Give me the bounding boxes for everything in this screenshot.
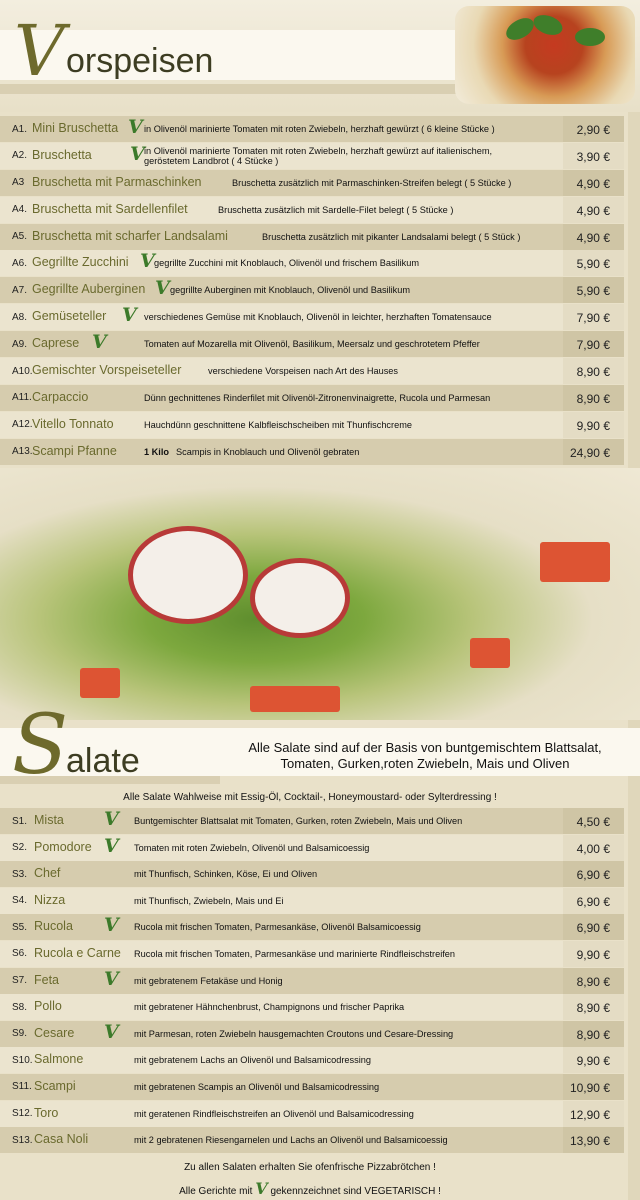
vorspeise-row [0,143,640,169]
salat-row [0,994,640,1020]
item-name: Bruschetta mit Sardellenfilet [32,201,188,216]
item-price: 6,90 € [576,868,610,883]
item-price: 13,90 € [569,1134,610,1149]
salat-row [0,1074,640,1100]
item-price: 8,90 € [576,974,610,989]
item-name: Pollo [34,999,62,1014]
item-name: Casa Noli [34,1132,89,1147]
item-price: 9,90 € [576,418,610,433]
item-code: A3 [12,177,25,189]
salat-row [0,808,640,834]
item-description: geröstetem Landbrot ( 4 Stücke ) [144,155,279,166]
vegetarian-mark-icon: V [155,277,170,300]
item-name: Toro [34,1105,59,1120]
item-code: A6. [12,257,28,269]
salat-row [0,914,640,940]
salad-photo [0,468,640,720]
item-price: 2,90 € [576,123,610,137]
salat-row [0,1101,640,1127]
item-description: verschiedenes Gemüse mit Knoblauch, Olivenöl in leichter, herzhaften Tomatensauce [144,312,492,323]
tomato-piece [470,638,510,668]
item-name: Mista [34,813,64,827]
item-price: 5,90 € [576,284,610,299]
salat-row [0,1127,640,1153]
item-description: Dünn gechnittenes Rinderfilet mit Olivenöl-Zitronenvinaigrette, Rucola und Parmesan [144,392,491,403]
item-code: S6. [12,948,28,960]
item-price: 4,90 € [576,176,610,191]
vegetarian-mark-icon: V [130,142,145,165]
item-description: mit geratenen Rindfleischstreifen an Olivenöl und Balsamicodressing [134,1108,414,1119]
item-description: verschiedene Vorspeisen nach Art des Hauses [208,366,398,377]
vegetarian-mark-icon: V [255,1179,268,1198]
item-description: Rucola mit frischen Tomaten, Parmesankäse und marinierte Rindfleischstreifen [134,948,456,959]
item-price: 24,90 € [569,445,610,460]
header-underline [0,84,460,94]
item-description-bold: 1 Kilo [144,446,170,457]
item-name: Pomodore [34,839,92,854]
item-price: 5,90 € [576,257,610,272]
salat-row [0,1047,640,1073]
item-price: 6,90 € [576,921,610,936]
item-name: Gegrillte Auberginen [32,282,146,297]
item-name: Vitello Tonnato [32,416,114,431]
item-code: A8. [12,311,28,323]
vegetarian-mark-icon: V [128,116,143,138]
item-name: Gegrillte Zucchini [32,255,129,270]
radish-slice [128,526,248,624]
footer-pizzabroetchen: Zu allen Salaten erhalten Sie ofenfrische Pizzabrötchen ! [184,1162,436,1173]
item-price: 10,90 € [569,1080,610,1095]
item-description: Bruschetta zusätzlich mit Parmaschinken-Streifen belegt ( 5 Stücke ) [232,177,512,188]
item-code: A9. [12,338,28,350]
item-code: S3. [12,868,28,880]
footer-vegetarisch-pre: Alle Gerichte mit [179,1186,253,1197]
item-name: Gemischter Vorspeiseteller [32,363,182,378]
item-name: Salmone [34,1052,84,1067]
vorspeisen-title-initial: V [14,10,65,92]
item-code: S7. [12,975,28,987]
vegetarian-mark-icon: V [104,808,119,830]
item-description: mit gebratenem Fetakäse und Honig [134,975,283,986]
item-price: 9,90 € [576,1054,610,1069]
item-description: Rucola mit frischen Tomaten, Parmesankäse, Olivenöl Balsamicoessig [134,922,421,933]
vorspeise-row [0,439,640,465]
item-code: A7. [12,284,28,296]
item-code: S4. [12,895,28,907]
salate-title: alate [66,742,140,780]
item-name: Rucola e Carne [34,945,121,960]
item-description: gegrillte Zucchini mit Knoblauch, Olivenöl und frischem Basilikum [154,258,420,269]
item-code: A10. [12,365,33,377]
item-price: 9,90 € [576,947,610,962]
item-price: 8,90 € [576,1001,610,1016]
salat-row [0,1021,640,1047]
vorspeise-row [0,197,640,223]
item-name: Feta [34,972,60,987]
item-name: Scampi Pfanne [32,443,117,458]
item-price: 7,90 € [576,338,610,353]
item-code: S10. [12,1054,33,1066]
vegetarian-mark-icon: V [104,834,119,857]
vorspeise-row [0,170,640,196]
item-name: Nizza [34,892,66,907]
item-price: 4,50 € [576,815,610,829]
basil-leaf [503,14,538,45]
item-price: 8,90 € [576,391,610,406]
item-code: S9. [12,1028,28,1040]
vegetarian-mark-icon: V [122,304,137,327]
item-price: 8,90 € [576,1027,610,1042]
vorspeise-row [0,250,640,276]
item-price: 3,90 € [576,149,610,164]
item-description: Bruschetta zusätzlich mit Sardelle-Filet belegt ( 5 Stücke ) [218,204,454,215]
vorspeise-row [0,358,640,384]
item-name: Caprese [32,336,80,351]
salate-base-note: Alle Salate sind auf der Basis von buntgemischtem Blattsalat, Tomaten, Gurken,roten Zwiebeln, Mais und Oliven [248,740,602,771]
salat-row [0,888,640,914]
tomato-piece [80,668,120,698]
dressing-note: Alle Salate Wahlweise mit Essig-Öl, Cocktail-, Honeymoustard- oder Sylterdressing ! [123,792,497,803]
item-code: A5. [12,231,28,243]
item-name: Cesare [34,1025,75,1040]
salate-title-initial: S [12,698,69,793]
item-description: mit Parmesan, roten Zwiebeln hausgemachten Croutons und Cesare-Dressing [134,1028,454,1039]
vorspeise-row [0,116,640,142]
salat-row [0,861,640,887]
item-code: S13. [12,1134,33,1146]
item-price: 7,90 € [576,311,610,326]
vorspeise-row [0,277,640,303]
item-price: 8,90 € [576,365,610,380]
vorspeisen-list [0,116,640,466]
item-description: gegrillte Auberginen mit Knoblauch, Olivenöl und Basilikum [170,285,411,296]
item-code: A4. [12,204,28,216]
item-description: Tomaten auf Mozarella mit Olivenöl, Basilikum, Meersalz und geschrotetem Pfeffer [144,339,480,350]
tomato-piece [250,686,340,712]
vorspeisen-title: orspeisen [66,42,214,80]
salat-row [0,968,640,994]
item-description: mit 2 gebratenen Riesengarnelen und Lachs an Olivenöl und Balsamicoessig [134,1135,448,1146]
item-price: 6,90 € [576,894,610,909]
item-price: 4,00 € [576,841,610,856]
item-price: 12,90 € [569,1107,610,1122]
vorspeise-row [0,412,640,438]
item-name: Bruschetta mit scharfer Landsalami [32,228,228,243]
vorspeise-row [0,331,640,357]
item-description: Hauchdünn geschnittene Kalbfleischscheiben mit Thunfischcreme [144,419,412,430]
item-description: Bruschetta zusätzlich mit pikanter Landsalami belegt ( 5 Stück ) [262,231,521,242]
item-code: S1. [12,815,28,827]
vorspeise-row [0,385,640,411]
item-description: mit Thunfisch, Schinken, Köse, Ei und Oliven [134,869,318,880]
item-code: A2. [12,150,28,162]
item-price: 4,90 € [576,203,610,218]
item-code: S11. [12,1081,32,1093]
salat-row [0,835,640,861]
item-code: S12. [12,1108,33,1120]
item-description: mit gebratener Hähnchenbrust, Champignons und frischer Paprika [134,1002,405,1013]
footer-vegetarisch-post: gekennzeichnet sind VEGETARISCH ! [270,1186,441,1197]
item-name: Bruschetta [32,147,92,162]
vegetarian-mark-icon: V [140,250,155,273]
item-description: Buntgemischter Blattsalat mit Tomaten, Gurken, roten Zwiebeln, Mais und Oliven [134,816,463,826]
basil-leaf [575,28,605,46]
tomato-piece [540,542,610,582]
salate-list [0,808,640,1154]
item-price: 4,90 € [576,230,610,245]
item-name: Carpaccio [32,389,89,404]
salate-header [0,698,640,793]
item-name: Rucola [34,919,73,934]
item-code: A1. [12,123,28,135]
item-description: in Olivenöl marinierte Tomaten mit roten Zwiebeln, herzhaft gewürzt auf italienischem, [144,145,493,156]
bruschetta-photo [455,6,635,104]
item-name: Mini Bruschetta [32,121,119,135]
item-description: mit gebratenem Lachs an Olivenöl und Balsamicodressing [134,1055,371,1066]
vorspeise-row [0,304,640,330]
item-name: Scampi [34,1078,76,1093]
footer-vegetarisch [0,1180,620,1198]
vegetarian-mark-icon: V [104,914,119,937]
radish-slice [250,558,350,638]
vegetarian-mark-icon: V [104,967,119,990]
item-code: S8. [12,1001,28,1013]
vorspeise-row [0,224,640,250]
item-description: in Olivenöl marinierte Tomaten mit roten Zwiebeln, herzhaft gewürzt ( 6 kleine Stücke ) [144,124,495,134]
basil-leaf [531,11,565,38]
vorspeisen-header [0,0,640,112]
vegetarian-mark-icon: V [104,1020,119,1043]
item-code: A13. [12,446,33,458]
vegetarian-mark-icon: V [92,331,107,354]
item-description: Tomaten mit roten Zwiebeln, Olivenöl und Balsamicoessig [134,842,370,853]
item-code: S2. [12,842,28,854]
item-name: Chef [34,866,61,881]
item-name: Bruschetta mit Parmaschinken [32,174,202,189]
item-description: mit gebratenen Scampis an Olivenöl und Balsamicodressing [134,1081,380,1092]
item-description: mit Thunfisch, Zwiebeln, Mais und Ei [134,895,284,906]
item-code: A11. [12,392,32,404]
item-code: S5. [12,921,28,933]
item-description: Scampis in Knoblauch und Olivenöl gebraten [176,446,360,457]
item-name: Gemüseteller [32,309,107,324]
item-code: A12. [12,419,33,431]
salat-row [0,941,640,967]
